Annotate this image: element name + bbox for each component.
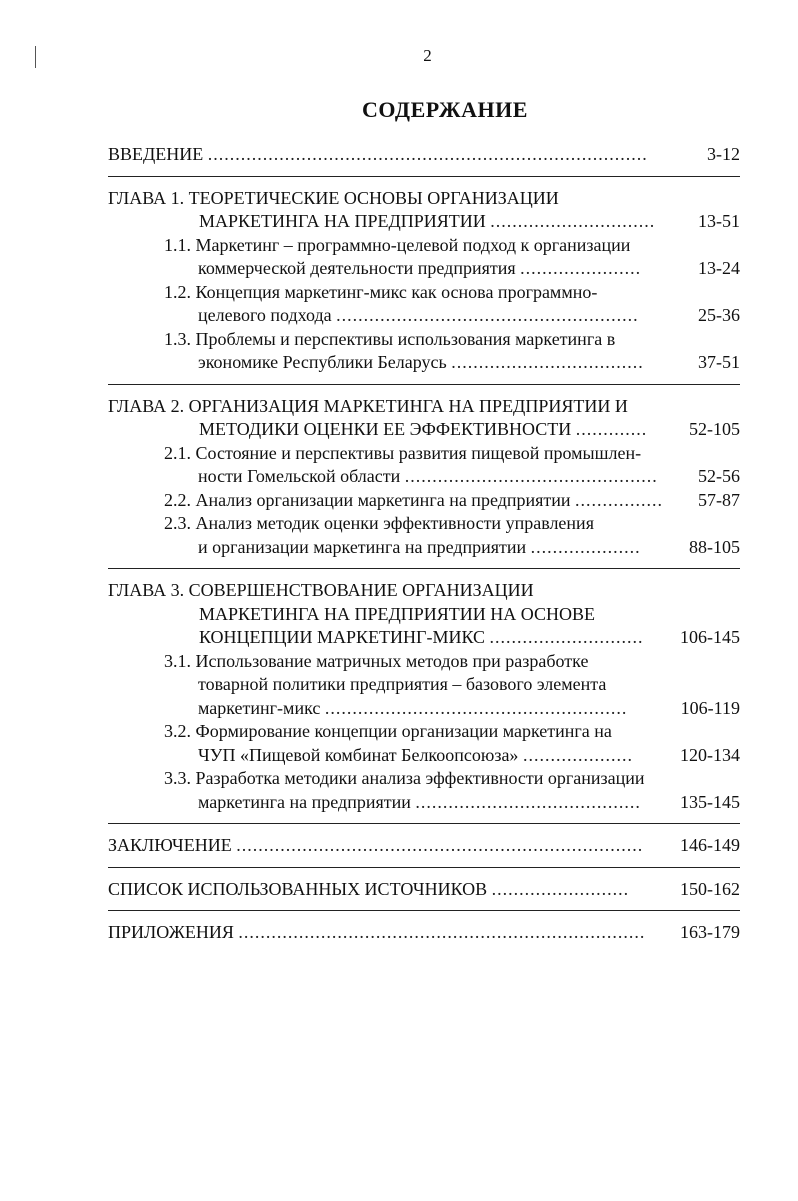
toc-chapter-3[interactable] bbox=[108, 579, 740, 814]
section-title-line: 3.1. Использование матричных методов при разработке bbox=[164, 650, 589, 671]
chapter-title-line bbox=[108, 210, 740, 234]
divider bbox=[108, 867, 740, 868]
entry-title: ВВЕДЕНИЕ bbox=[108, 144, 204, 164]
chapter-title-text: МЕТОДИКИ ОЦЕНКИ ЕЕ ЭФФЕКТИВНОСТИ bbox=[199, 419, 572, 439]
entry-page: 57-87 bbox=[698, 489, 740, 510]
section-title-text: 2.2. Анализ организации маркетинга на предприятии bbox=[164, 489, 571, 510]
entry-page: 163-179 bbox=[680, 922, 740, 942]
dot-leader: ................................... bbox=[451, 352, 644, 372]
section-title-line bbox=[108, 257, 740, 281]
entry-page: 146-149 bbox=[680, 835, 740, 855]
toc-section-2-2[interactable] bbox=[108, 489, 740, 513]
dot-leader: ......................................... bbox=[415, 791, 641, 812]
chapter-title-line bbox=[108, 626, 740, 650]
dot-leader: ............................ bbox=[489, 627, 644, 647]
section-title-text: ности Гомельской области bbox=[198, 466, 401, 486]
table-of-contents bbox=[108, 143, 740, 945]
section-title-text: экономике Республики Беларусь bbox=[198, 352, 447, 372]
chapter-title-line: ГЛАВА 1. ТЕОРЕТИЧЕСКИЕ ОСНОВЫ ОРГАНИЗАЦИИ bbox=[108, 187, 559, 208]
entry-page: 150-162 bbox=[680, 878, 740, 899]
section-title-line bbox=[108, 351, 740, 375]
entry-page: 25-36 bbox=[698, 305, 740, 325]
section-title-text: маркетинг-микс bbox=[198, 697, 321, 718]
chapter-title-text: МАРКЕТИНГА НА ПРЕДПРИЯТИИ bbox=[199, 211, 486, 231]
scan-mark bbox=[35, 46, 36, 68]
section-title-line: 3.2. Формирование концепции организации маркетинга на bbox=[164, 721, 612, 741]
entry-title: ЗАКЛЮЧЕНИЕ bbox=[108, 835, 232, 855]
chapter-title-line bbox=[108, 418, 740, 442]
dot-leader: .......................................................................... bbox=[236, 835, 644, 855]
dot-leader: ......................... bbox=[491, 878, 630, 899]
entry-title: ПРИЛОЖЕНИЯ bbox=[108, 922, 234, 942]
entry-title: СПИСОК ИСПОЛЬЗОВАННЫХ ИСТОЧНИКОВ bbox=[108, 878, 488, 899]
entry-page: 37-51 bbox=[698, 352, 740, 372]
section-title-line: 1.2. Концепция маркетинг-микс как основа программно- bbox=[164, 281, 598, 302]
toc-entry-introduction[interactable] bbox=[108, 143, 740, 167]
entry-page: 3-12 bbox=[707, 144, 740, 164]
section-title-text: ЧУП «Пищевой комбинат Белкоопсоюза» bbox=[198, 744, 519, 765]
section-title-line bbox=[108, 697, 740, 721]
section-title-text: коммерческой деятельности предприятия bbox=[198, 258, 516, 278]
toc-chapter-1[interactable] bbox=[108, 187, 740, 375]
entry-page: 52-56 bbox=[698, 466, 740, 486]
toc-entry-references[interactable] bbox=[108, 878, 740, 902]
divider bbox=[108, 176, 740, 177]
entry-page: 135-145 bbox=[680, 791, 740, 812]
section-title-line: товарной политики предприятия – базового элемента bbox=[198, 674, 607, 694]
section-title-line: 3.3. Разработка методики анализа эффективности организации bbox=[164, 768, 645, 788]
section-title-line bbox=[108, 489, 740, 513]
toc-section-3-1[interactable] bbox=[108, 650, 740, 721]
toc-section-2-3[interactable] bbox=[108, 512, 740, 559]
section-title-text: и организации маркетинга на предприятии bbox=[198, 536, 527, 557]
toc-section-1-2[interactable] bbox=[108, 281, 740, 328]
section-title-line bbox=[108, 465, 740, 489]
chapter-title-text: КОНЦЕПЦИИ МАРКЕТИНГ-МИКС bbox=[199, 627, 486, 647]
toc-entry-appendices[interactable] bbox=[108, 921, 740, 945]
section-title-line: 1.1. Маркетинг – программно-целевой подход к организации bbox=[164, 234, 631, 255]
entry-page: 88-105 bbox=[689, 536, 740, 557]
section-title-line: 2.3. Анализ методик оценки эффективности управления bbox=[164, 513, 594, 533]
divider bbox=[108, 823, 740, 824]
toc-section-1-3[interactable] bbox=[108, 328, 740, 375]
dot-leader: .............................................. bbox=[404, 466, 658, 486]
page-number: 2 bbox=[423, 46, 432, 65]
dot-leader: ............. bbox=[575, 419, 648, 439]
toc-section-3-3[interactable] bbox=[108, 767, 740, 814]
toc-section-2-1[interactable] bbox=[108, 442, 740, 489]
chapter-title-line: ГЛАВА 2. ОРГАНИЗАЦИЯ МАРКЕТИНГА НА ПРЕДПРИЯТИИ И bbox=[108, 395, 628, 416]
dot-leader: .................... bbox=[530, 536, 641, 557]
section-title-line: 2.1. Состояние и перспективы развития пищевой промышлен- bbox=[164, 442, 642, 463]
dot-leader: .......................................................................... bbox=[238, 922, 646, 942]
section-title-line: 1.3. Проблемы и перспективы использования маркетинга в bbox=[164, 328, 616, 349]
dot-leader: .................... bbox=[522, 744, 633, 765]
divider bbox=[108, 384, 740, 385]
toc-title: СОДЕРЖАНИЕ bbox=[362, 97, 528, 122]
chapter-title-line: ГЛАВА 3. СОВЕРШЕНСТВОВАНИЕ ОРГАНИЗАЦИИ bbox=[108, 580, 534, 600]
dot-leader: ................................................................................ bbox=[207, 144, 648, 164]
entry-page: 52-105 bbox=[689, 419, 740, 439]
toc-chapter-2[interactable] bbox=[108, 395, 740, 560]
chapter-title-line: МАРКЕТИНГА НА ПРЕДПРИЯТИИ НА ОСНОВЕ bbox=[199, 603, 595, 624]
toc-entry-conclusion[interactable] bbox=[108, 834, 740, 858]
toc-section-3-2[interactable] bbox=[108, 720, 740, 767]
dot-leader: ................ bbox=[575, 489, 664, 510]
dot-leader: ...................... bbox=[520, 258, 642, 278]
entry-page: 106-145 bbox=[680, 627, 740, 647]
section-title-line bbox=[108, 536, 740, 560]
entry-page: 106-119 bbox=[680, 697, 740, 718]
section-title-line bbox=[108, 791, 740, 815]
entry-page: 13-51 bbox=[698, 211, 740, 231]
dot-leader: ....................................................... bbox=[336, 305, 639, 325]
divider bbox=[108, 568, 740, 569]
toc-section-1-1[interactable] bbox=[108, 234, 740, 281]
dot-leader: ....................................................... bbox=[324, 697, 628, 718]
section-title-line bbox=[108, 304, 740, 328]
entry-page: 13-24 bbox=[698, 258, 740, 278]
divider bbox=[108, 910, 740, 911]
section-title-line bbox=[108, 744, 740, 768]
section-title-text: маркетинга на предприятии bbox=[198, 791, 411, 812]
section-title-text: целевого подхода bbox=[198, 305, 332, 325]
dot-leader: .............................. bbox=[490, 211, 656, 231]
entry-page: 120-134 bbox=[680, 744, 740, 765]
